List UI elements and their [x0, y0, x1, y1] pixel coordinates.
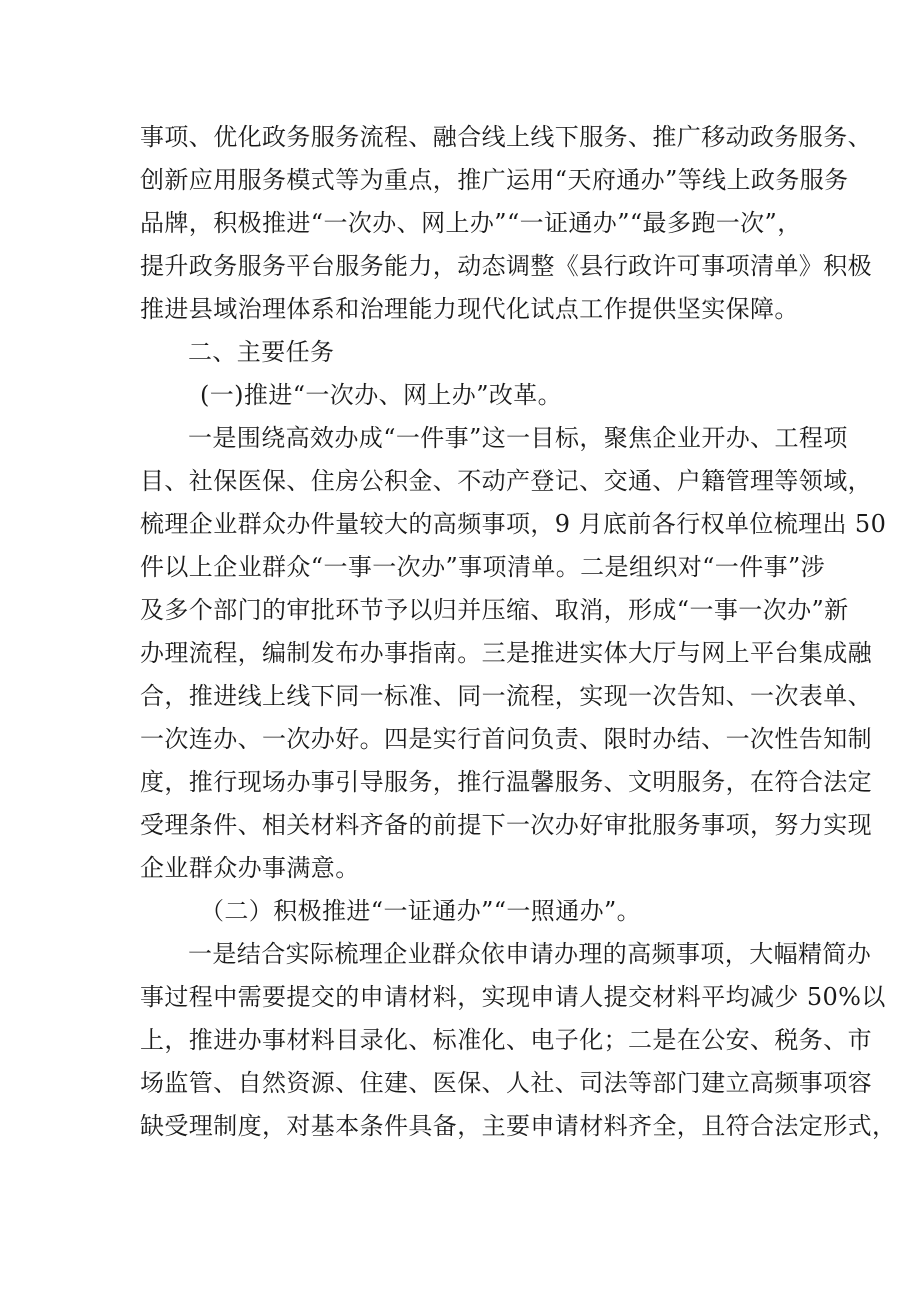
paragraph-line: 事过程中需要提交的申请材料，实现申请人提交材料平均减少 50%以 — [140, 983, 886, 1011]
paragraph-line: 创新应用服务模式等为重点，推广运用“天府通办”等线上政务服务 — [140, 166, 849, 194]
paragraph-line: 及多个部门的审批环节予以归并压缩、取消，形成“一事一次办”新 — [140, 596, 849, 624]
paragraph-line: 场监管、自然资源、住建、医保、人社、司法等部门建立高频事项容 — [140, 1069, 872, 1097]
paragraph-line: 提升政务服务平台服务能力，动态调整《县行政许可事项清单》积极 — [140, 252, 872, 280]
paragraph-line: 推进县域治理体系和治理能力现代化试点工作提供坚实保障。 — [140, 295, 799, 323]
paragraph-line-text: 一是结合实际梳理企业群众依申请办理的高频事项，大幅精简办 — [188, 940, 872, 968]
subsection-heading: （二）积极推进“一证通办”“一照通办”。 — [200, 897, 642, 925]
paragraph-line — [188, 934, 872, 974]
paragraph-line: 目、社保医保、住房公积金、不动产登记、交通、户籍管理等领域， — [140, 467, 872, 495]
paragraph-line: 缺受理制度，对基本条件具备，主要申请材料齐全，且符合法定形式， — [140, 1112, 897, 1140]
section-heading: 二、主要任务 — [188, 338, 335, 366]
subsection-heading: (一)推进“一次办、网上办”改革。 — [200, 381, 563, 409]
paragraph-line: 受理条件、相关材料齐备的前提下一次办好审批服务事项，努力实现 — [140, 811, 872, 839]
paragraph-line-text: 一是围绕高效办成“一件事”这一目标，聚焦企业开办、工程项 — [188, 424, 848, 452]
paragraph-line — [188, 418, 848, 458]
paragraph-line: 度，推行现场办事引导服务，推行温馨服务、文明服务，在符合法定 — [140, 768, 872, 796]
paragraph-line: 企业群众办事满意。 — [140, 854, 360, 882]
paragraph-line: 梳理企业群众办件量较大的高频事项，9 月底前各行权单位梳理出 50 — [140, 510, 887, 538]
paragraph-line: 合，推进线上线下同一标准、同一流程，实现一次告知、一次表单、 — [140, 682, 872, 710]
paragraph-line: 品牌，积极推进“一次办、网上办”“一证通办”“最多跑一次”， — [140, 209, 802, 237]
paragraph-line: 件以上企业群众“一事一次办”事项清单。二是组织对“一件事”涉 — [140, 553, 826, 581]
paragraph-line: 事项、优化政务服务流程、融合线上线下服务、推广移动政务服务、 — [140, 123, 872, 151]
paragraph-line: 上，推进办事材料目录化、标准化、电子化；二是在公安、税务、市 — [140, 1026, 872, 1054]
paragraph-line: 办理流程，编制发布办事指南。三是推进实体大厅与网上平台集成融 — [140, 639, 872, 667]
paragraph-line: 一次连办、一次办好。四是实行首问负责、限时办结、一次性告知制 — [140, 725, 872, 753]
